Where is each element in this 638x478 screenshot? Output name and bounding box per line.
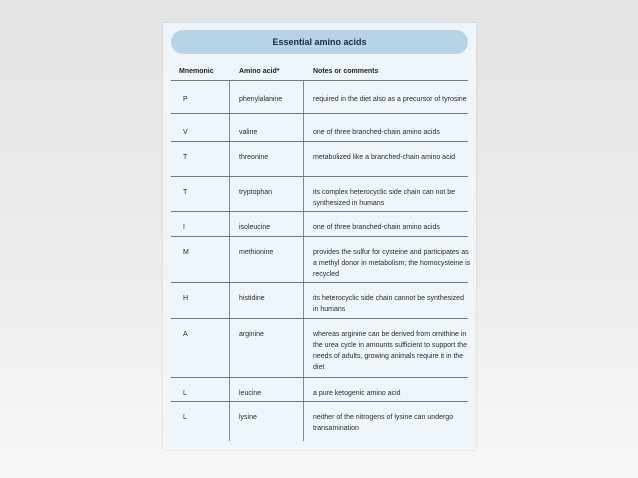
cell-amino-acid: leucine xyxy=(239,390,262,397)
cell-notes: its complex heterocyclic side chain can not be synthesized in humans xyxy=(313,189,456,207)
cell-mnemonic: A xyxy=(183,331,188,338)
cell-notes: required in the diet also as a precursor of tyrosine xyxy=(313,96,467,103)
column-divider-2 xyxy=(303,81,304,441)
cell-mnemonic: H xyxy=(183,295,189,302)
row-rule xyxy=(171,377,468,378)
cell-amino-acid: histidine xyxy=(239,295,265,302)
cell-notes: a pure ketogenic amino acid xyxy=(313,390,401,397)
amino-acid-table-card xyxy=(163,23,476,450)
cell-mnemonic: L xyxy=(183,414,187,421)
cell-notes: its heterocyclic side chain cannot be synthesized in humans xyxy=(313,295,464,313)
header-mnemonic: Mnemonic xyxy=(179,68,214,75)
table-title: Essential amino acids xyxy=(171,30,468,54)
cell-amino-acid: phenylalanine xyxy=(239,96,283,103)
cell-mnemonic: P xyxy=(183,96,188,103)
cell-mnemonic: I xyxy=(183,224,185,231)
row-rule xyxy=(171,282,468,283)
cell-amino-acid: methionine xyxy=(239,249,274,256)
cell-amino-acid: valine xyxy=(239,129,258,136)
cell-mnemonic: T xyxy=(183,189,188,196)
header-notes: Notes or comments xyxy=(313,68,379,75)
row-rule xyxy=(171,113,468,114)
cell-amino-acid: lysine xyxy=(239,414,257,421)
cell-mnemonic: V xyxy=(183,129,188,136)
row-rule xyxy=(171,141,468,142)
cell-notes: one of three branched-chain amino acids xyxy=(313,224,440,231)
row-rule xyxy=(171,236,468,237)
cell-amino-acid: tryptophan xyxy=(239,189,273,196)
header-rule xyxy=(171,80,468,81)
column-divider-1 xyxy=(229,81,230,441)
cell-notes: one of three branched-chain amino acids xyxy=(313,129,440,136)
cell-mnemonic: M xyxy=(183,249,189,256)
header-amino-acid: Amino acid* xyxy=(239,68,280,75)
cell-notes: metabolized like a branched-chain amino acid xyxy=(313,154,456,161)
cell-amino-acid: threonine xyxy=(239,154,269,161)
row-rule xyxy=(171,176,468,177)
cell-notes: neither of the nitrogens of lysine can undergo transamination xyxy=(313,414,454,432)
cell-notes: whereas arginine can be derived from ornithine in the urea cycle in amounts sufficient to support the needs of adults, growing animals require it in the diet xyxy=(313,331,467,371)
cell-amino-acid: arginine xyxy=(239,331,264,338)
cell-mnemonic: L xyxy=(183,390,187,397)
row-rule xyxy=(171,401,468,402)
row-rule xyxy=(171,318,468,319)
cell-notes: provides the sulfur for cysteine and participates as a methyl donor in metabolism; the homocysteine is recycled xyxy=(313,249,471,278)
row-rule xyxy=(171,211,468,212)
cell-amino-acid: isoleucine xyxy=(239,224,271,231)
cell-mnemonic: T xyxy=(183,154,188,161)
